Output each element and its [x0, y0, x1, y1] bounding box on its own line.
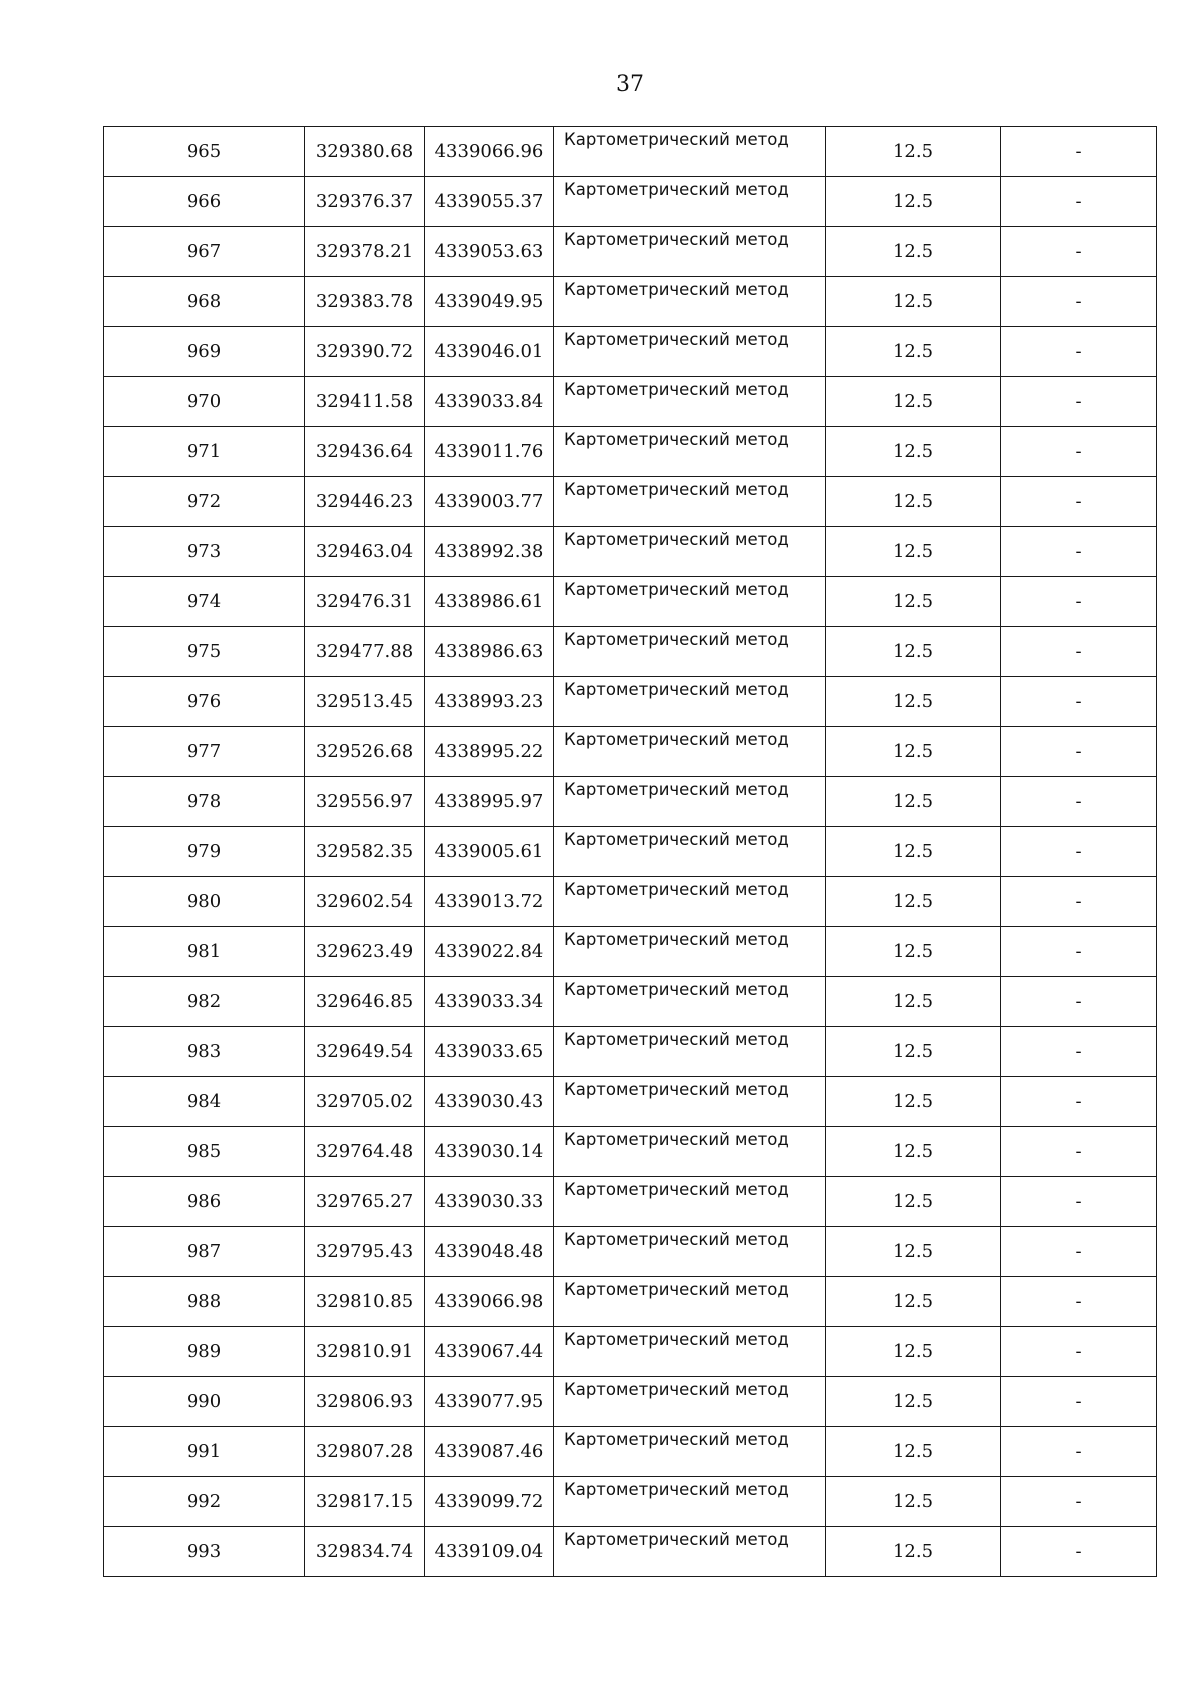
y-coordinate-cell: 4339030.43	[425, 1077, 554, 1127]
point-number-cell: 972	[104, 477, 305, 527]
table-row	[104, 327, 1157, 377]
accuracy-cell: 12.5	[826, 477, 1001, 527]
method-cell: Картометрический метод	[554, 1227, 826, 1277]
table-row	[104, 527, 1157, 577]
accuracy-cell: 12.5	[826, 1477, 1001, 1527]
y-coordinate-cell: 4339053.63	[425, 227, 554, 277]
table-row	[104, 577, 1157, 627]
point-number-cell: 969	[104, 327, 305, 377]
description-cell: -	[1001, 827, 1157, 877]
x-coordinate-cell: 329810.91	[305, 1327, 425, 1377]
accuracy-cell: 12.5	[826, 577, 1001, 627]
accuracy-cell: 12.5	[826, 1327, 1001, 1377]
x-coordinate-cell: 329477.88	[305, 627, 425, 677]
description-cell: -	[1001, 527, 1157, 577]
accuracy-cell: 12.5	[826, 627, 1001, 677]
x-coordinate-cell: 329436.64	[305, 427, 425, 477]
method-cell: Картометрический метод	[554, 177, 826, 227]
x-coordinate-cell: 329807.28	[305, 1427, 425, 1477]
method-cell: Картометрический метод	[554, 1277, 826, 1327]
x-coordinate-cell: 329390.72	[305, 327, 425, 377]
point-number-cell: 976	[104, 677, 305, 727]
table-row	[104, 827, 1157, 877]
table-row	[104, 127, 1157, 177]
method-cell: Картометрический метод	[554, 477, 826, 527]
y-coordinate-cell: 4339066.98	[425, 1277, 554, 1327]
point-number-cell: 989	[104, 1327, 305, 1377]
y-coordinate-cell: 4339046.01	[425, 327, 554, 377]
method-cell: Картометрический метод	[554, 227, 826, 277]
description-cell: -	[1001, 1077, 1157, 1127]
y-coordinate-cell: 4338995.22	[425, 727, 554, 777]
y-coordinate-cell: 4338986.63	[425, 627, 554, 677]
x-coordinate-cell: 329806.93	[305, 1377, 425, 1427]
point-number-cell: 970	[104, 377, 305, 427]
accuracy-cell: 12.5	[826, 377, 1001, 427]
description-cell: -	[1001, 277, 1157, 327]
x-coordinate-cell: 329463.04	[305, 527, 425, 577]
point-number-cell: 975	[104, 627, 305, 677]
table-row	[104, 1127, 1157, 1177]
method-cell: Картометрический метод	[554, 1527, 826, 1577]
description-cell: -	[1001, 1527, 1157, 1577]
accuracy-cell: 12.5	[826, 1427, 1001, 1477]
table-row	[104, 477, 1157, 527]
method-cell: Картометрический метод	[554, 277, 826, 327]
point-number-cell: 991	[104, 1427, 305, 1477]
point-number-cell: 982	[104, 977, 305, 1027]
point-number-cell: 977	[104, 727, 305, 777]
description-cell: -	[1001, 1327, 1157, 1377]
x-coordinate-cell: 329834.74	[305, 1527, 425, 1577]
y-coordinate-cell: 4339005.61	[425, 827, 554, 877]
description-cell: -	[1001, 127, 1157, 177]
point-number-cell: 967	[104, 227, 305, 277]
description-cell: -	[1001, 327, 1157, 377]
coordinates-table-body	[104, 127, 1157, 1577]
y-coordinate-cell: 4339067.44	[425, 1327, 554, 1377]
y-coordinate-cell: 4339048.48	[425, 1227, 554, 1277]
description-cell: -	[1001, 377, 1157, 427]
point-number-cell: 988	[104, 1277, 305, 1327]
x-coordinate-cell: 329411.58	[305, 377, 425, 427]
point-number-cell: 983	[104, 1027, 305, 1077]
point-number-cell: 986	[104, 1177, 305, 1227]
method-cell: Картометрический метод	[554, 1077, 826, 1127]
table-row	[104, 377, 1157, 427]
y-coordinate-cell: 4339011.76	[425, 427, 554, 477]
method-cell: Картометрический метод	[554, 877, 826, 927]
accuracy-cell: 12.5	[826, 1527, 1001, 1577]
y-coordinate-cell: 4339033.34	[425, 977, 554, 1027]
table-row	[104, 277, 1157, 327]
point-number-cell: 971	[104, 427, 305, 477]
description-cell: -	[1001, 227, 1157, 277]
description-cell: -	[1001, 627, 1157, 677]
y-coordinate-cell: 4339033.84	[425, 377, 554, 427]
description-cell: -	[1001, 577, 1157, 627]
x-coordinate-cell: 329817.15	[305, 1477, 425, 1527]
x-coordinate-cell: 329380.68	[305, 127, 425, 177]
table-row	[104, 1077, 1157, 1127]
x-coordinate-cell: 329526.68	[305, 727, 425, 777]
y-coordinate-cell: 4338995.97	[425, 777, 554, 827]
accuracy-cell: 12.5	[826, 327, 1001, 377]
x-coordinate-cell: 329582.35	[305, 827, 425, 877]
y-coordinate-cell: 4339013.72	[425, 877, 554, 927]
description-cell: -	[1001, 727, 1157, 777]
x-coordinate-cell: 329623.49	[305, 927, 425, 977]
accuracy-cell: 12.5	[826, 427, 1001, 477]
accuracy-cell: 12.5	[826, 977, 1001, 1027]
accuracy-cell: 12.5	[826, 1377, 1001, 1427]
accuracy-cell: 12.5	[826, 127, 1001, 177]
point-number-cell: 973	[104, 527, 305, 577]
point-number-cell: 966	[104, 177, 305, 227]
table-row	[104, 1027, 1157, 1077]
method-cell: Картометрический метод	[554, 977, 826, 1027]
x-coordinate-cell: 329646.85	[305, 977, 425, 1027]
accuracy-cell: 12.5	[826, 827, 1001, 877]
x-coordinate-cell: 329705.02	[305, 1077, 425, 1127]
table-row	[104, 1427, 1157, 1477]
accuracy-cell: 12.5	[826, 1227, 1001, 1277]
description-cell: -	[1001, 677, 1157, 727]
y-coordinate-cell: 4339087.46	[425, 1427, 554, 1477]
method-cell: Картометрический метод	[554, 677, 826, 727]
method-cell: Картометрический метод	[554, 1127, 826, 1177]
accuracy-cell: 12.5	[826, 1177, 1001, 1227]
description-cell: -	[1001, 1427, 1157, 1477]
accuracy-cell: 12.5	[826, 677, 1001, 727]
y-coordinate-cell: 4339055.37	[425, 177, 554, 227]
table-row	[104, 177, 1157, 227]
accuracy-cell: 12.5	[826, 227, 1001, 277]
accuracy-cell: 12.5	[826, 277, 1001, 327]
point-number-cell: 965	[104, 127, 305, 177]
method-cell: Картометрический метод	[554, 927, 826, 977]
x-coordinate-cell: 329513.45	[305, 677, 425, 727]
y-coordinate-cell: 4339033.65	[425, 1027, 554, 1077]
y-coordinate-cell: 4338992.38	[425, 527, 554, 577]
description-cell: -	[1001, 427, 1157, 477]
x-coordinate-cell: 329764.48	[305, 1127, 425, 1177]
x-coordinate-cell: 329383.78	[305, 277, 425, 327]
table-row	[104, 677, 1157, 727]
description-cell: -	[1001, 1477, 1157, 1527]
y-coordinate-cell: 4339022.84	[425, 927, 554, 977]
method-cell: Картометрический метод	[554, 1477, 826, 1527]
method-cell: Картометрический метод	[554, 577, 826, 627]
x-coordinate-cell: 329795.43	[305, 1227, 425, 1277]
point-number-cell: 981	[104, 927, 305, 977]
table-row	[104, 777, 1157, 827]
description-cell: -	[1001, 1277, 1157, 1327]
table-row	[104, 727, 1157, 777]
coordinates-table	[103, 126, 1157, 1577]
table-row	[104, 227, 1157, 277]
point-number-cell: 990	[104, 1377, 305, 1427]
accuracy-cell: 12.5	[826, 1077, 1001, 1127]
point-number-cell: 984	[104, 1077, 305, 1127]
method-cell: Картометрический метод	[554, 1427, 826, 1477]
method-cell: Картометрический метод	[554, 777, 826, 827]
y-coordinate-cell: 4338993.23	[425, 677, 554, 727]
y-coordinate-cell: 4339030.33	[425, 1177, 554, 1227]
y-coordinate-cell: 4339109.04	[425, 1527, 554, 1577]
table-row	[104, 877, 1157, 927]
x-coordinate-cell: 329378.21	[305, 227, 425, 277]
method-cell: Картометрический метод	[554, 1177, 826, 1227]
point-number-cell: 987	[104, 1227, 305, 1277]
point-number-cell: 980	[104, 877, 305, 927]
description-cell: -	[1001, 977, 1157, 1027]
point-number-cell: 978	[104, 777, 305, 827]
point-number-cell: 979	[104, 827, 305, 877]
accuracy-cell: 12.5	[826, 877, 1001, 927]
method-cell: Картометрический метод	[554, 327, 826, 377]
description-cell: -	[1001, 1177, 1157, 1227]
x-coordinate-cell: 329649.54	[305, 1027, 425, 1077]
point-number-cell: 993	[104, 1527, 305, 1577]
point-number-cell: 992	[104, 1477, 305, 1527]
y-coordinate-cell: 4339077.95	[425, 1377, 554, 1427]
table-row	[104, 1327, 1157, 1377]
x-coordinate-cell: 329810.85	[305, 1277, 425, 1327]
table-row	[104, 427, 1157, 477]
table-row	[104, 1377, 1157, 1427]
method-cell: Картометрический метод	[554, 827, 826, 877]
description-cell: -	[1001, 927, 1157, 977]
method-cell: Картометрический метод	[554, 627, 826, 677]
y-coordinate-cell: 4339066.96	[425, 127, 554, 177]
point-number-cell: 974	[104, 577, 305, 627]
method-cell: Картометрический метод	[554, 1377, 826, 1427]
table-row	[104, 977, 1157, 1027]
description-cell: -	[1001, 1027, 1157, 1077]
table-row	[104, 1227, 1157, 1277]
y-coordinate-cell: 4339030.14	[425, 1127, 554, 1177]
description-cell: -	[1001, 877, 1157, 927]
table-row	[104, 1177, 1157, 1227]
x-coordinate-cell: 329376.37	[305, 177, 425, 227]
table-row	[104, 1477, 1157, 1527]
method-cell: Картометрический метод	[554, 377, 826, 427]
description-cell: -	[1001, 477, 1157, 527]
x-coordinate-cell: 329556.97	[305, 777, 425, 827]
accuracy-cell: 12.5	[826, 927, 1001, 977]
accuracy-cell: 12.5	[826, 527, 1001, 577]
accuracy-cell: 12.5	[826, 177, 1001, 227]
table-row	[104, 1277, 1157, 1327]
accuracy-cell: 12.5	[826, 1027, 1001, 1077]
accuracy-cell: 12.5	[826, 1127, 1001, 1177]
y-coordinate-cell: 4339049.95	[425, 277, 554, 327]
method-cell: Картометрический метод	[554, 127, 826, 177]
table-row	[104, 627, 1157, 677]
method-cell: Картометрический метод	[554, 1327, 826, 1377]
y-coordinate-cell: 4339099.72	[425, 1477, 554, 1527]
table-row	[104, 927, 1157, 977]
point-number-cell: 985	[104, 1127, 305, 1177]
table-row	[104, 1527, 1157, 1577]
point-number-cell: 968	[104, 277, 305, 327]
y-coordinate-cell: 4339003.77	[425, 477, 554, 527]
x-coordinate-cell: 329602.54	[305, 877, 425, 927]
accuracy-cell: 12.5	[826, 727, 1001, 777]
description-cell: -	[1001, 1227, 1157, 1277]
method-cell: Картометрический метод	[554, 727, 826, 777]
description-cell: -	[1001, 1377, 1157, 1427]
x-coordinate-cell: 329446.23	[305, 477, 425, 527]
method-cell: Картометрический метод	[554, 527, 826, 577]
x-coordinate-cell: 329476.31	[305, 577, 425, 627]
accuracy-cell: 12.5	[826, 1277, 1001, 1327]
method-cell: Картометрический метод	[554, 427, 826, 477]
x-coordinate-cell: 329765.27	[305, 1177, 425, 1227]
description-cell: -	[1001, 777, 1157, 827]
method-cell: Картометрический метод	[554, 1027, 826, 1077]
description-cell: -	[1001, 1127, 1157, 1177]
page-number: 37	[616, 72, 644, 97]
description-cell: -	[1001, 177, 1157, 227]
accuracy-cell: 12.5	[826, 777, 1001, 827]
y-coordinate-cell: 4338986.61	[425, 577, 554, 627]
